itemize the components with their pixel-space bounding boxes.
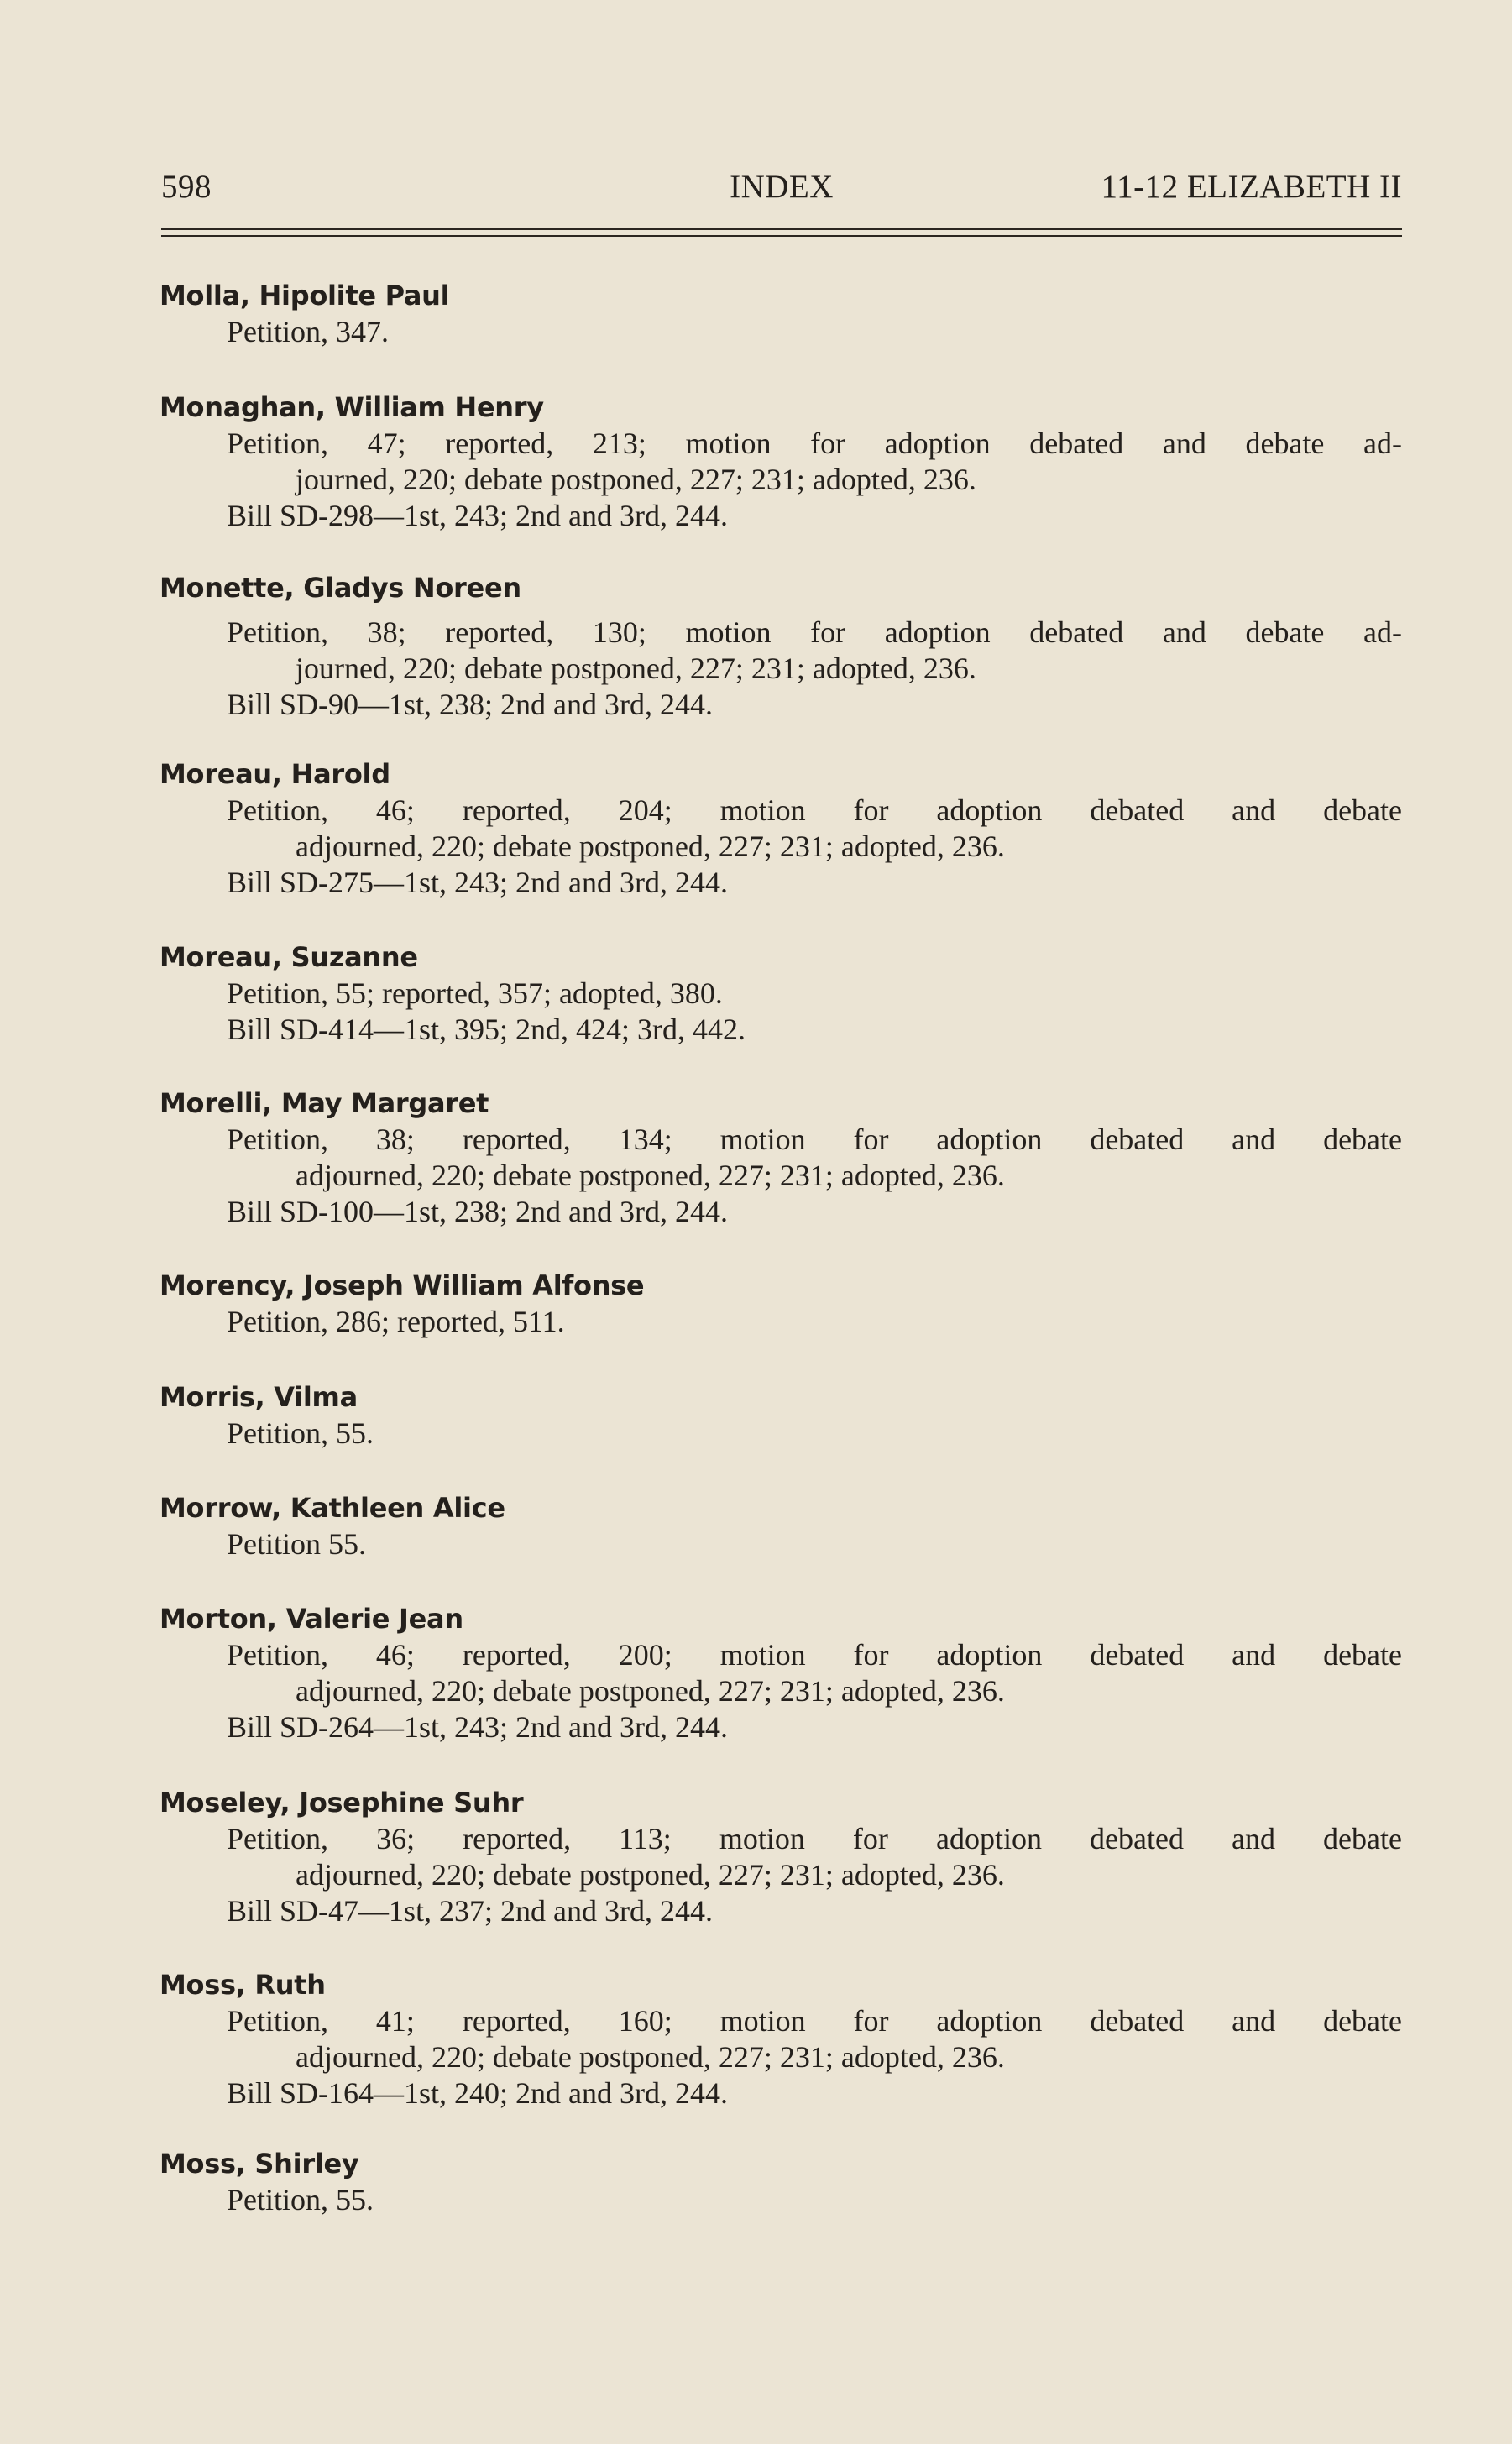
index-entry	[160, 1966, 1402, 2112]
page-header	[161, 168, 1402, 210]
entry-line: Petition, 55.	[227, 1416, 374, 1450]
index-entry	[160, 756, 1402, 901]
entry-name: Monaghan, William Henry	[160, 391, 544, 423]
entry-line: adjourned, 220; debate postponed, 227; 231; adopted, 236.	[296, 2040, 1005, 2074]
entry-line: Petition, 46; reported, 204; motion for adoption debated and debate	[227, 793, 1402, 827]
entry-line: Bill SD-100—1st, 238; 2nd and 3rd, 244.	[227, 1195, 729, 1228]
entry-name: Moss, Ruth	[160, 1969, 326, 2001]
entry-line: adjourned, 220; debate postponed, 227; 231; adopted, 236.	[296, 829, 1005, 863]
running-head-reign: 11-12 ELIZABETH II	[1101, 169, 1402, 205]
entry-line: journed, 220; debate postponed, 227; 231; adopted, 236.	[296, 463, 976, 496]
entry-line: Petition, 55.	[227, 2183, 374, 2216]
index-entry	[160, 1267, 1402, 1340]
index-entry	[160, 389, 1402, 534]
entry-line: Bill SD-264—1st, 243; 2nd and 3rd, 244.	[227, 1710, 729, 1744]
header-rule-bottom	[161, 235, 1402, 237]
page-number: 598	[161, 169, 212, 205]
entry-line: adjourned, 220; debate postponed, 227; 231; adopted, 236.	[296, 1159, 1005, 1192]
page-title: INDEX	[730, 169, 834, 205]
entry-line: Petition, 55; reported, 357; adopted, 380.	[227, 976, 723, 1010]
entry-line: journed, 220; debate postponed, 227; 231; adopted, 236.	[296, 652, 976, 685]
entry-line: Petition, 46; reported, 200; motion for adoption debated and debate	[227, 1638, 1402, 1672]
entry-line: adjourned, 220; debate postponed, 227; 231; adopted, 236.	[296, 1858, 1005, 1892]
entry-line: adjourned, 220; debate postponed, 227; 231; adopted, 236.	[296, 1674, 1005, 1708]
entry-line: Petition 55.	[227, 1527, 367, 1561]
entry-line: Petition, 38; reported, 130; motion for adoption debated and debate ad-	[227, 615, 1402, 649]
index-entry	[160, 1489, 1402, 1562]
entry-name: Monette, Gladys Noreen	[160, 572, 521, 604]
entry-name: Morris, Vilma	[160, 1381, 358, 1413]
entry-name: Moreau, Harold	[160, 758, 390, 790]
entry-name: Moreau, Suzanne	[160, 941, 418, 973]
entry-line: Petition, 36; reported, 113; motion for adoption debated and debate	[227, 1822, 1402, 1855]
entry-line: Bill SD-164—1st, 240; 2nd and 3rd, 244.	[227, 2076, 729, 2110]
entry-name: Morrow, Kathleen Alice	[160, 1492, 505, 1524]
entry-name: Morelli, May Margaret	[160, 1087, 489, 1119]
index-entry	[160, 277, 1402, 350]
index-entry	[160, 2145, 1402, 2218]
header-rule-top	[161, 228, 1402, 230]
entry-line: Petition, 347.	[227, 315, 390, 348]
index-entry	[160, 1784, 1402, 1929]
entry-line: Bill SD-298—1st, 243; 2nd and 3rd, 244.	[227, 499, 729, 532]
entry-line: Bill SD-47—1st, 237; 2nd and 3rd, 244.	[227, 1894, 714, 1928]
index-entry	[160, 1085, 1402, 1230]
entry-name: Molla, Hipolite Paul	[160, 280, 450, 311]
index-entry	[160, 1600, 1402, 1745]
entry-line: Bill SD-90—1st, 238; 2nd and 3rd, 244.	[227, 688, 714, 721]
entry-line: Petition, 286; reported, 511.	[227, 1305, 565, 1338]
entry-line: Bill SD-275—1st, 243; 2nd and 3rd, 244.	[227, 866, 729, 899]
entry-line: Petition, 41; reported, 160; motion for adoption debated and debate	[227, 2004, 1402, 2038]
entry-line: Petition, 47; reported, 213; motion for adoption debated and debate ad-	[227, 427, 1402, 460]
index-entry	[160, 1379, 1402, 1452]
index-entry	[160, 569, 1402, 723]
entry-line: Petition, 38; reported, 134; motion for adoption debated and debate	[227, 1123, 1402, 1156]
index-entry	[160, 939, 1402, 1048]
entry-name: Morency, Joseph William Alfonse	[160, 1269, 645, 1301]
entry-name: Moseley, Josephine Suhr	[160, 1787, 524, 1819]
entry-line: Bill SD-414—1st, 395; 2nd, 424; 3rd, 442.	[227, 1013, 746, 1046]
entry-name: Morton, Valerie Jean	[160, 1603, 463, 1635]
entry-name: Moss, Shirley	[160, 2148, 359, 2180]
